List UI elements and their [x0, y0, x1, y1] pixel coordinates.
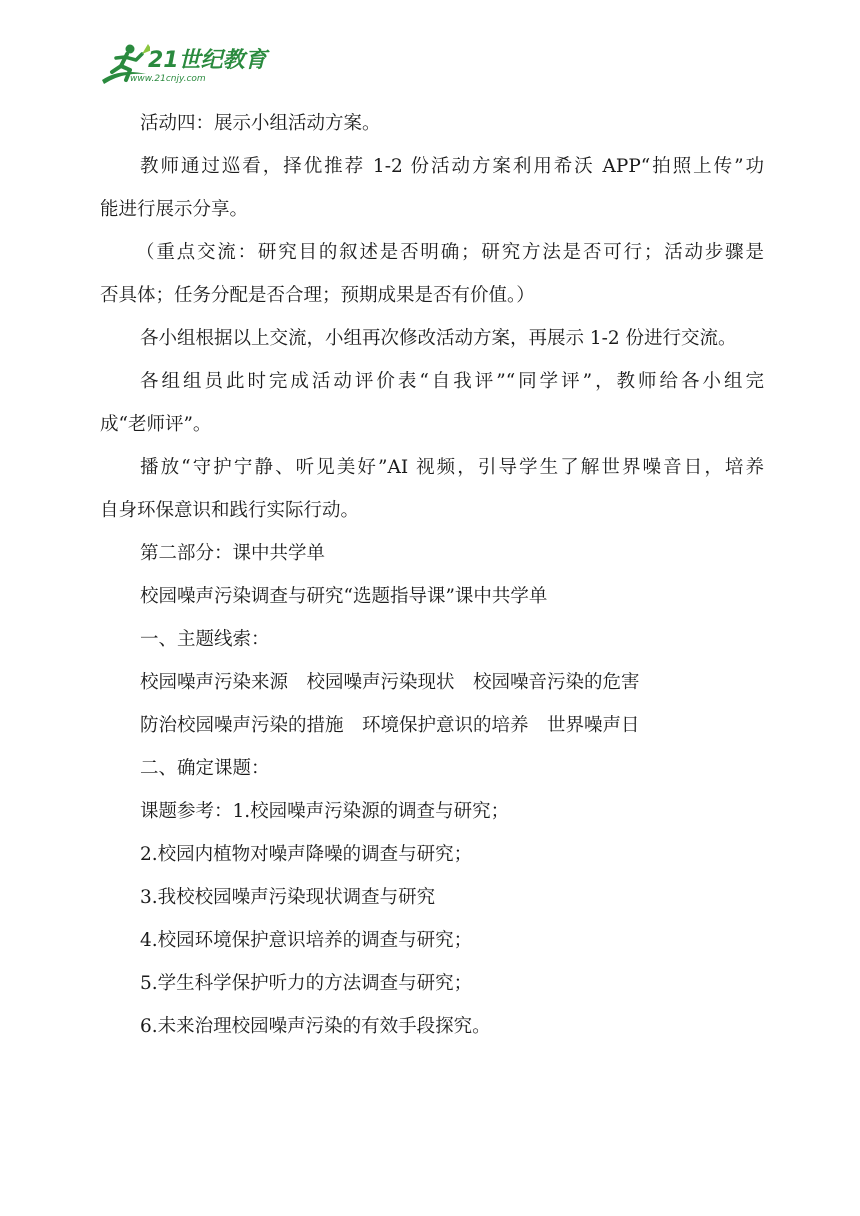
paragraph-evaluation-line2: 成“老师评”。	[100, 414, 212, 435]
topic-reference-5: 5.学生科学保护听力的方法调查与研究；	[140, 973, 473, 994]
topic-reference-2: 2.校园内植物对噪声降噪的调查与研究；	[140, 844, 473, 865]
site-logo	[100, 40, 270, 90]
theme-clues-row-2: 防治校园噪声污染的措施 环境保护意识的培养 世界噪声日	[140, 715, 640, 736]
paragraph-video-line2: 自身环保意识和践行实际行动。	[100, 500, 360, 521]
topic-reference-6: 6.未来治理校园噪声污染的有效手段探究。	[140, 1016, 491, 1037]
paragraph-evaluation-line1: 各组组员此时完成活动评价表“自我评”“同学评”，教师给各小组完	[140, 371, 764, 392]
logo-name: 21世纪教育	[148, 48, 267, 73]
paragraph-group-revise: 各小组根据以上交流，小组再次修改活动方案，再展示 1-2 份进行交流。	[140, 328, 737, 349]
heading-determine-topic: 二、确定课题：	[140, 758, 270, 779]
heading-theme-clues: 一、主题线索：	[140, 629, 270, 650]
paragraph-teacher-patrol-line1: 教师通过巡看，择优推荐 1-2 份活动方案利用希沃 APP“拍照上传”功	[140, 156, 764, 177]
topic-reference-3: 3.我校校园噪声污染现状调查与研究	[140, 887, 436, 908]
paragraph-focus-exchange-line1: （重点交流：研究目的叙述是否明确；研究方法是否可行；活动步骤是	[136, 242, 764, 263]
topic-reference-1: 课题参考：1.校园噪声污染源的调查与研究；	[140, 801, 510, 822]
topic-reference-4: 4.校园环境保护意识培养的调查与研究；	[140, 930, 473, 951]
worksheet-title: 校园噪声污染调查与研究“选题指导课”课中共学单	[140, 586, 548, 607]
theme-clues-row-1: 校园噪声污染来源 校园噪声污染现状 校园噪音污染的危害	[140, 672, 640, 693]
document-body	[100, 102, 764, 1048]
section-heading-part-two: 第二部分：课中共学单	[140, 543, 326, 564]
paragraph-video-line1: 播放“守护宁静、听见美好”AI 视频，引导学生了解世界噪音日，培养	[140, 457, 764, 478]
paragraph-focus-exchange-line2: 否具体；任务分配是否合理；预期成果是否有价值。）	[100, 285, 535, 306]
logo-url: www.21cnjy.com	[130, 74, 206, 84]
paragraph-teacher-patrol-line2: 能进行展示分享。	[100, 199, 249, 220]
paragraph-activity-four: 活动四：展示小组活动方案。	[140, 113, 381, 134]
